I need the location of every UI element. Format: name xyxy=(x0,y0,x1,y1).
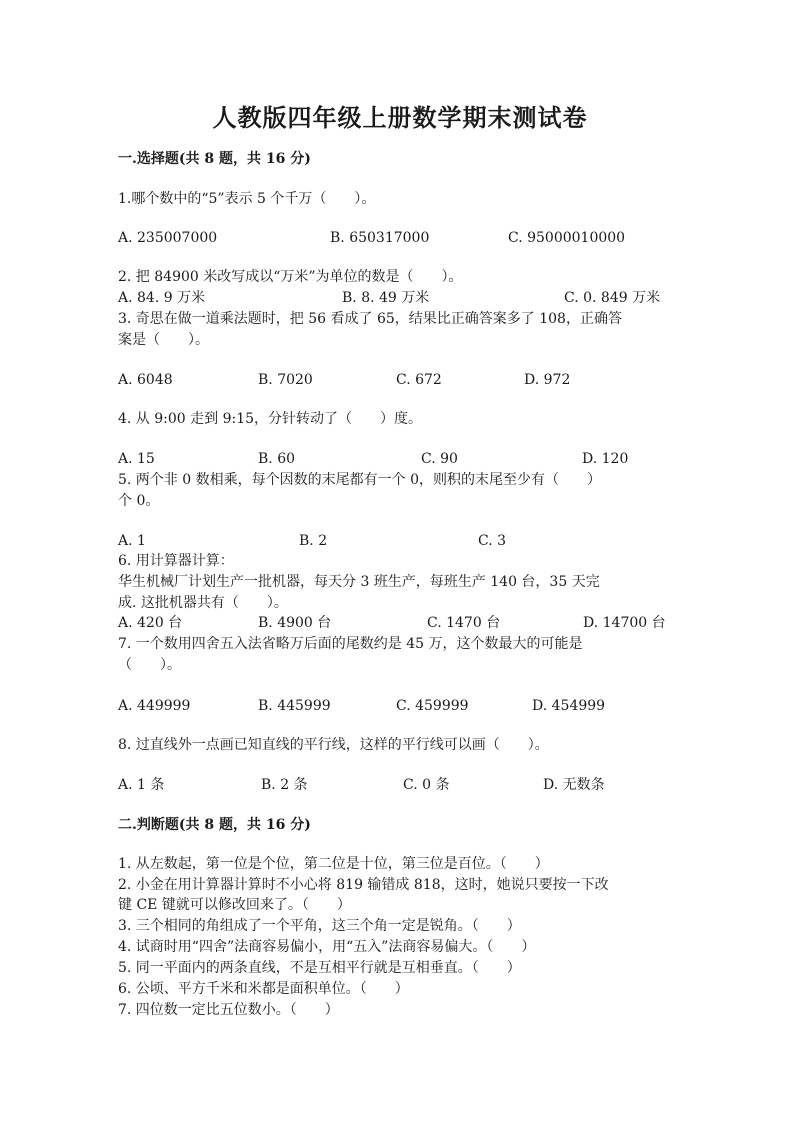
question-1-option-c: C. 95000010000 xyxy=(508,230,626,246)
question-7-option-a: A. 449999 xyxy=(118,698,191,714)
question-7-stem-line-2: （ ）。 xyxy=(118,657,181,673)
question-3-stem-line-2: 案是（ ）。 xyxy=(118,332,209,348)
question-4-option-a: A. 15 xyxy=(118,451,155,467)
section-heading-choice: 一.选择题(共 8 题，共 16 分) xyxy=(118,151,311,167)
question-7-option-c: C. 459999 xyxy=(396,698,469,714)
judgment-item-3: 3. 三个相同的角组成了一个平角，这三个角一定是锐角。（ ） xyxy=(118,918,521,934)
section-heading-judgment: 二.判断题(共 8 题，共 16 分) xyxy=(118,817,311,833)
judgment-item-5: 5. 同一平面内的两条直线，不是互相平行就是互相垂直。（ ） xyxy=(118,960,521,976)
question-8-stem: 8. 过直线外一点画已知直线的平行线，这样的平行线可以画（ ）。 xyxy=(118,737,549,753)
question-6-option-c: C. 1470 台 xyxy=(427,615,501,631)
question-5-option-c: C. 3 xyxy=(478,533,507,549)
question-3-option-a: A. 6048 xyxy=(118,372,173,388)
question-7-option-b: B. 445999 xyxy=(258,698,331,714)
question-6-option-b: B. 4900 台 xyxy=(258,615,332,631)
question-8-option-a: A. 1 条 xyxy=(118,777,165,793)
question-2-stem: 2. 把 84900 米改写成以“万米”为单位的数是（ ）。 xyxy=(118,269,463,285)
question-6-option-d: D. 14700 台 xyxy=(583,615,666,631)
judgment-item-1: 1. 从左数起，第一位是个位，第二位是十位，第三位是百位。（ ） xyxy=(118,856,549,872)
question-1-option-b: B. 650317000 xyxy=(330,230,430,246)
question-5-stem-line-2: 个 0。 xyxy=(118,493,160,509)
question-7-option-d: D. 454999 xyxy=(532,698,606,714)
question-4-option-b: B. 60 xyxy=(258,451,296,467)
question-3-stem-line-1: 3. 奇思在做一道乘法题时，把 56 看成了 65，结果比正确答案多了 108，正确答 xyxy=(118,311,622,327)
question-8-option-b: B. 2 条 xyxy=(261,777,308,793)
judgment-item-4: 4. 试商时用“四舍”法商容易偏小，用“五入”法商容易偏大。（ ） xyxy=(118,939,536,955)
question-5-option-b: B. 2 xyxy=(299,533,328,549)
question-2-option-a: A. 84. 9 万米 xyxy=(118,290,206,306)
judgment-item-7: 7. 四位数一定比五位数小。（ ） xyxy=(118,1002,339,1018)
question-6-stem-line-2: 华生机械厂计划生产一批机器，每天分 3 班生产，每班生产 140 台，35 天完 xyxy=(118,574,600,590)
question-3-option-b: B. 7020 xyxy=(258,372,313,388)
question-5-stem-line-1: 5. 两个非 0 数相乘，每个因数的末尾都有一个 0，则积的末尾至少有（ ） xyxy=(118,472,601,488)
question-6-stem-line-1: 6. 用计算器计算： xyxy=(118,553,234,569)
page-title: 人教版四年级上册数学期末测试卷 xyxy=(212,103,588,132)
question-8-option-d: D. 无数条 xyxy=(543,777,605,793)
question-2-option-c: C. 0. 849 万米 xyxy=(564,290,661,306)
question-4-option-d: D. 120 xyxy=(582,451,629,467)
question-8-option-c: C. 0 条 xyxy=(403,777,450,793)
question-6-option-a: A. 420 台 xyxy=(118,615,183,631)
question-3-option-c: C. 672 xyxy=(396,372,442,388)
question-2-option-b: B. 8. 49 万米 xyxy=(342,290,430,306)
question-7-stem-line-1: 7. 一个数用四舍五入法省略万后面的尾数约是 45 万，这个数最大的可能是 xyxy=(118,636,583,652)
question-1-option-a: A. 235007000 xyxy=(118,230,218,246)
question-6-stem-line-3: 成. 这批机器共有（ ）。 xyxy=(118,595,288,611)
question-4-stem: 4. 从 9:00 走到 9:15，分针转动了（ ）度。 xyxy=(118,411,423,427)
judgment-item-6: 6. 公顷、平方千米和米都是面积单位。（ ） xyxy=(118,981,409,997)
question-4-option-c: C. 90 xyxy=(421,451,458,467)
question-1-stem: 1.哪个数中的“5”表示 5 个千万（ ）。 xyxy=(118,191,376,207)
question-3-option-d: D. 972 xyxy=(524,372,571,388)
question-5-option-a: A. 1 xyxy=(118,533,146,549)
judgment-item-2-line-2: 键 CE 键就可以修改回来了。（ ） xyxy=(118,897,351,913)
judgment-item-2-line-1: 2. 小金在用计算器计算时不小心将 819 输错成 818，这时，她说只要按一下改 xyxy=(118,877,609,893)
